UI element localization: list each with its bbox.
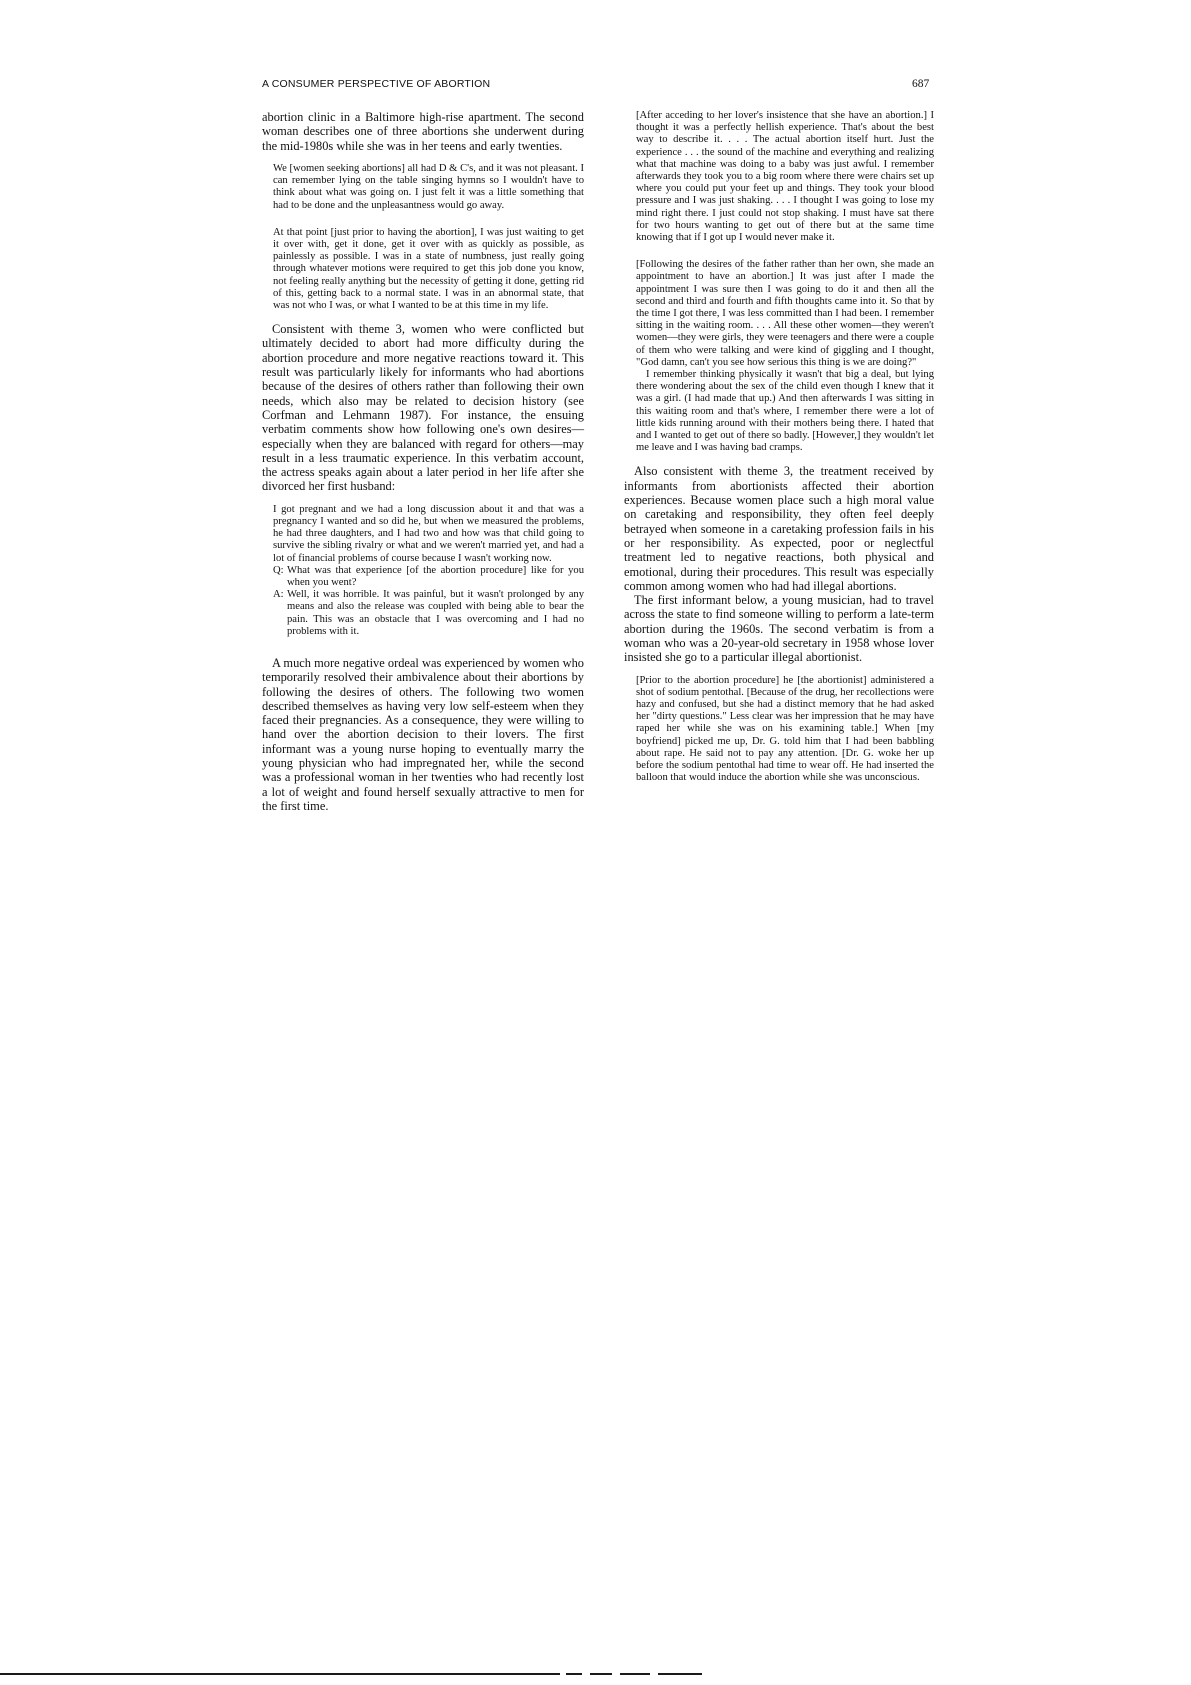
qa-text: What was that experience [of the abortion procedure] like for you when you went?: [287, 564, 584, 588]
left-column: [262, 110, 584, 813]
block-quote: I remember thinking physically it wasn't that big a deal, but lying there wondering about the sex of the child even though I knew that it was a girl. (I had made that up.) And then afterwards I was sitting in this waiting room and that's where, I remember there were a lot of little kids running around with their mothers being there. I hated that and I wanted to get out of there so badly. [However,] they wouldn't let me leave and I was having bad cramps.: [636, 369, 934, 454]
interview-answer: [273, 589, 584, 638]
qa-tag: A:: [273, 589, 284, 601]
body-paragraph: Also consistent with theme 3, the treatment received by informants from abortionists affected their abortion experiences. Because women place such a high moral value on caretaking and responsibility, they often feel deeply betrayed when someone in a caretaking profession fails in his or her responsibility. As expected, poor or neglectful treatment led to negative reactions, both physical and emotional, during their procedures. This result was especially common among women who had had illegal abortions.: [624, 464, 934, 593]
scan-edge-rule: [566, 1673, 582, 1675]
scan-edge-rule: [620, 1673, 650, 1675]
body-paragraph: The first informant below, a young musician, had to travel across the state to find someone willing to perform a late-term abortion during the 1960s. The second verbatim is from a woman who was a 20-year-old secretary in 1958 whose lover insisted she go to a particular illegal abortionist.: [624, 593, 934, 665]
block-quote: [Prior to the abortion procedure] he [the abortionist] administered a shot of sodium pentothal. [Because of the drug, her recollections were hazy and confused, but she had a distinct memory that he had asked her "dirty questions." Less clear was her impression that he may have raped her while she was on his examining table.] When [my boyfriend] picked me up, Dr. G. told him that I had been babbling about rape. He said not to pay any attention. [Dr. G. woke her up before the sodium pentothal had time to wear off. He had inserted the balloon that would induce the abortion while she was unconscious.: [636, 674, 934, 784]
right-column: [624, 110, 934, 784]
interview-question: [273, 565, 584, 589]
block-quote: [Following the desires of the father rather than her own, she made an appointment to have an abortion.] It was just after I made the appointment I was sure then I was going to do it and then all the second and third and fourth and fifth thoughts came into it. So that by the time I got there, I was less committed than I had been. I remember sitting in the waiting room. . . . All these other women—they weren't women—they were girls, they were teenagers and there were a couple of them who were talking and were kind of giggling and I thought, "God damn, can't you see how serious this thing is we are doing?": [636, 259, 934, 368]
block-quote: I got pregnant and we had a long discussion about it and that was a pregnancy I wanted and so did he, but when we measured the problems, he had three daughters, and I had two and how was that child going to survive the sibling rivalry or what and we weren't married yet, and had a lot of financial problems of course because I wasn't working now.: [273, 503, 584, 564]
running-title: A CONSUMER PERSPECTIVE OF ABORTION: [262, 78, 491, 90]
block-quote: We [women seeking abortions] all had D & C's, and it was not pleasant. I can remember lying on the table singing hymns so I wouldn't have to think about what was going on. I just felt it was a little something that had to be done and the unpleasantness would go away.: [273, 162, 584, 211]
scan-edge-rule: [0, 1673, 560, 1675]
qa-text: Well, it was horrible. It was painful, but it wasn't prolonged by any means and also the release was coupled with being able to bear the pain. This was an obstacle that I was overcoming and I had no problems with it.: [287, 589, 584, 637]
page-number: 687: [912, 78, 930, 90]
qa-tag: Q:: [273, 564, 284, 576]
block-quote: At that point [just prior to having the abortion], I was just waiting to get it over with, get it done, get it over with as quickly as possible, as painlessly as possible. I was in a state of numbness, just really going through whatever motions were required to get this job done you know, not feeling really anything but the necessity of getting it done, getting rid of this, getting back to a normal state. I was in an abnormal state, that was not who I was, or what I wanted to be at this time in my life.: [273, 226, 584, 311]
body-paragraph: abortion clinic in a Baltimore high-rise apartment. The second woman describes one of three abortions she underwent during the mid-1980s while she was in her teens and early twenties.: [262, 110, 584, 153]
block-quote: [After acceding to her lover's insistence that she have an abortion.] I thought it was a perfectly hellish experience. That's about the best way to describe it. . . . The actual abortion itself hurt. Just the experience . . . the sound of the machine and everything and realizing what that machine was doing to a baby was just awful. I remember afterwards they took you to a big room where there were chairs set up where you could put your feet up and things. They took your blood pressure and I was just shaking. . . . I thought I was going to lose my mind right there. I just could not stop shaking. I must have sat there for two hours wanting to get out of there but at the same time knowing that if I got up I would never make it.: [636, 110, 934, 244]
scan-edge-rule: [658, 1673, 702, 1675]
body-paragraph: A much more negative ordeal was experienced by women who temporarily resolved their ambivalence about their abortions by following the desires of others. The following two women described themselves as having very low self-esteem when they faced their pregnancies. As a consequence, they were willing to hand over the abortion decision to their lovers. The first informant was a young nurse hoping to eventually marry the young physician who had impregnated her, while the second was a professional woman in her twenties who had recently lost a lot of weight and found herself sexually attractive to men for the first time.: [262, 655, 584, 813]
body-paragraph: Consistent with theme 3, women who were conflicted but ultimately decided to abort had more difficulty during the abortion procedure and more negative reactions toward it. This result was particularly likely for informants who had abortions because of the desires of others rather than following their own needs, which also may be related to decision history (see Corfman and Lehmann 1987). For instance, the ensuing verbatim comments show how following one's own desires—especially when they are balanced with regard for others—may result in a less traumatic experience. In this verbatim account, the actress speaks again about a later period in her life after she divorced her first husband:: [262, 322, 584, 494]
scan-edge-rule: [590, 1673, 612, 1675]
